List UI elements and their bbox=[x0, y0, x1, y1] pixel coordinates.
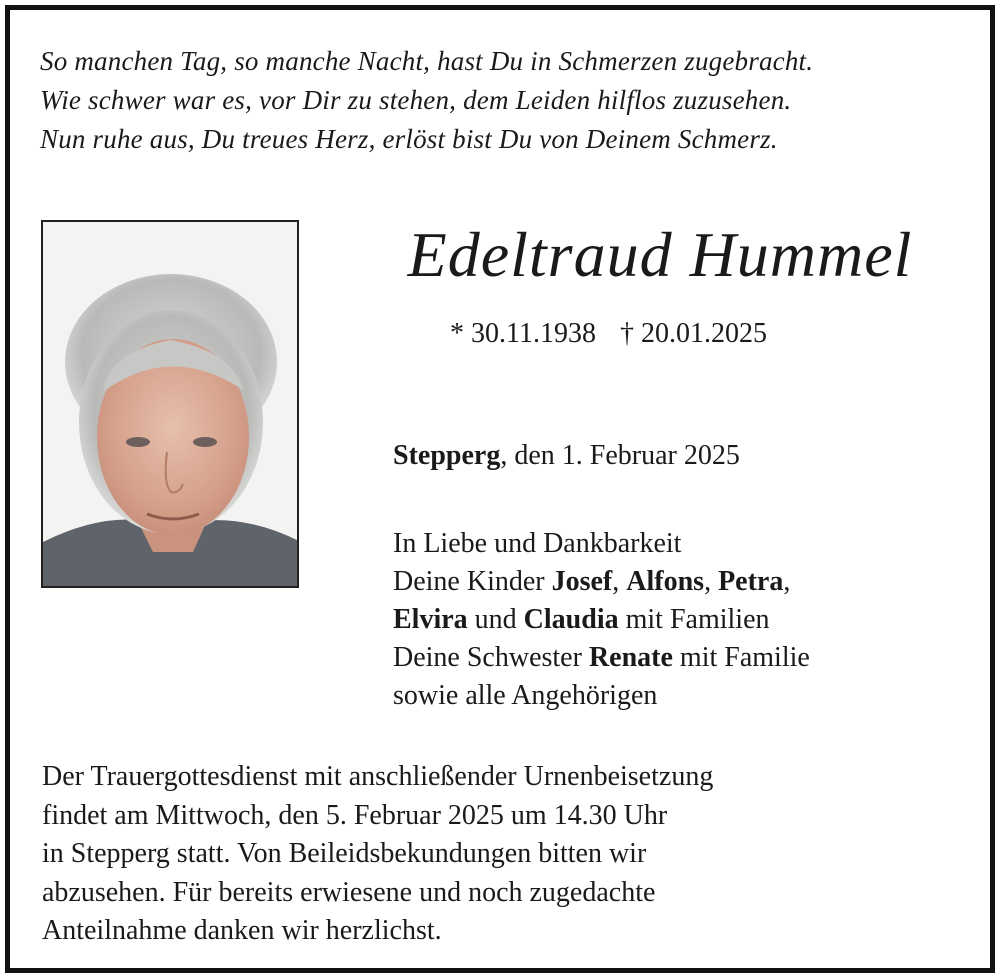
notice-line: findet am Mittwoch, den 5. Februar 2025 um 14.30 Uhr bbox=[42, 799, 668, 831]
mourner-name: Elvira bbox=[393, 604, 468, 635]
mourner-name: Alfons bbox=[626, 566, 705, 597]
deceased-name: Edeltraud Hummel bbox=[407, 219, 913, 290]
place-name: Stepperg bbox=[393, 440, 501, 471]
mourner-name: Renate bbox=[588, 642, 673, 673]
notice-line: Anteilnahme danken wir herzlichst. bbox=[42, 915, 442, 946]
service-notice bbox=[42, 758, 962, 951]
mourners-text: Deine Schwester bbox=[393, 642, 589, 673]
death-date: † 20.01.2025 bbox=[619, 318, 767, 349]
notice-line: Der Trauergottesdienst mit anschließender Urnenbeisetzung bbox=[42, 761, 714, 792]
mourners-text: mit Familie bbox=[672, 642, 810, 673]
notice-line: abzusehen. Für bereits erwiesene und noch zugedachte bbox=[42, 876, 656, 908]
mourners-line: sowie alle Angehörigen bbox=[393, 680, 658, 711]
mourner-name: Petra bbox=[718, 566, 784, 597]
obituary-frame bbox=[5, 5, 995, 973]
mourners-line bbox=[393, 601, 810, 639]
portrait-photo bbox=[41, 220, 299, 588]
poem-line: Nun ruhe aus, Du treues Herz, erlöst bist Du von Deinem Schmerz. bbox=[40, 124, 778, 154]
mourners-text: , bbox=[783, 566, 791, 597]
mourners-line bbox=[393, 563, 810, 601]
poem-line: Wie schwer war es, vor Dir zu stehen, dem Leiden hilflos zuzusehen. bbox=[40, 85, 792, 115]
notice-line: in Stepperg statt. Von Beileidsbekundungen bitten wir bbox=[42, 838, 647, 869]
poem-line: So manchen Tag, so manche Nacht, hast Du in Schmerzen zugebracht. bbox=[40, 46, 814, 76]
mourners-text: , bbox=[704, 566, 719, 597]
birth-date: * 30.11.1938 bbox=[450, 318, 596, 349]
mourners-line: In Liebe und Dankbarkeit bbox=[393, 528, 682, 559]
mourners-text: , bbox=[612, 566, 627, 597]
mourners-line bbox=[393, 639, 810, 677]
memorial-poem bbox=[40, 42, 980, 159]
mourners-text: Deine Kinder bbox=[393, 566, 552, 597]
mourner-name: Josef bbox=[551, 566, 613, 597]
place-and-date bbox=[393, 438, 740, 474]
mourners-text: mit Familien bbox=[618, 604, 770, 635]
mourner-name: Claudia bbox=[523, 604, 619, 635]
mourners-text: und bbox=[467, 604, 524, 635]
date-text: , den 1. Februar 2025 bbox=[500, 440, 740, 471]
life-dates bbox=[450, 316, 767, 352]
mourners-block bbox=[393, 525, 810, 715]
